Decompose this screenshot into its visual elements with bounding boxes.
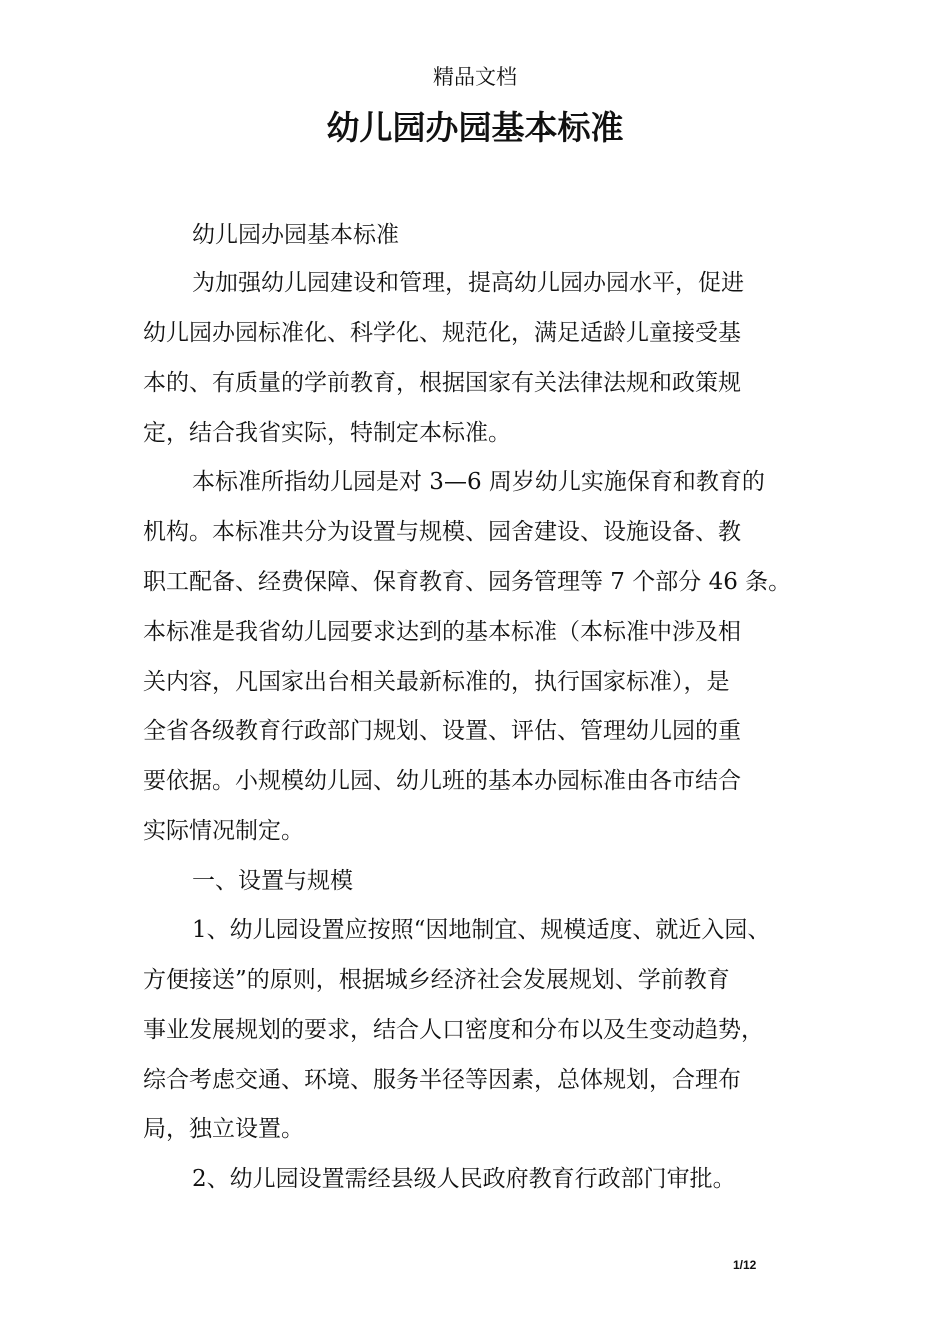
paragraph-line: 2、幼儿园设置需经县级人民政府教育行政部门审批。 — [192, 1166, 736, 1192]
section-heading: 一、设置与规模 — [192, 868, 353, 894]
document-title: 幼儿园办园基本标准 — [326, 108, 624, 147]
paragraph-line: 实际情况制定。 — [143, 818, 304, 844]
subtitle-line: 幼儿园办园基本标准 — [192, 222, 399, 248]
paragraph-line: 定，结合我省实际，特制定本标准。 — [143, 420, 511, 446]
paragraph-line: 机构。本标准共分为设置与规模、园舍建设、设施设备、教 — [143, 519, 741, 545]
page-number: 1/12 — [733, 1258, 757, 1272]
paragraph-line: 事业发展规划的要求，结合人口密度和分布以及生变动趋势， — [143, 1017, 764, 1043]
paragraph-line: 1、幼儿园设置应按照“因地制宜、规模适度、就近入园、 — [192, 917, 771, 943]
document-header-label: 精品文档 — [433, 65, 517, 89]
paragraph-line: 全省各级教育行政部门规划、设置、评估、管理幼儿园的重 — [143, 718, 741, 744]
paragraph-line: 方便接送”的原则，根据城乡经济社会发展规划、学前教育 — [143, 967, 730, 993]
paragraph-line: 本标准是我省幼儿园要求达到的基本标准（本标准中涉及相 — [143, 619, 741, 645]
paragraph-line: 综合考虑交通、环境、服务半径等因素，总体规划，合理布 — [143, 1067, 741, 1093]
paragraph-line: 局，独立设置。 — [143, 1116, 304, 1142]
paragraph-line: 幼儿园办园标准化、科学化、规范化，满足适龄儿童接受基 — [143, 320, 741, 346]
paragraph-line: 本的、有质量的学前教育，根据国家有关法律法规和政策规 — [143, 370, 741, 396]
paragraph-line: 为加强幼儿园建设和管理，提高幼儿园办园水平，促进 — [192, 270, 744, 296]
paragraph-line: 关内容，凡国家出台相关最新标准的，执行国家标准），是 — [143, 669, 730, 695]
paragraph-line: 本标准所指幼儿园是对 3—6 周岁幼儿实施保育和教育的 — [192, 469, 765, 495]
paragraph-line: 要依据。小规模幼儿园、幼儿班的基本办园标准由各市结合 — [143, 768, 741, 794]
paragraph-line: 职工配备、经费保障、保育教育、园务管理等 7 个部分 46 条。 — [143, 569, 792, 595]
